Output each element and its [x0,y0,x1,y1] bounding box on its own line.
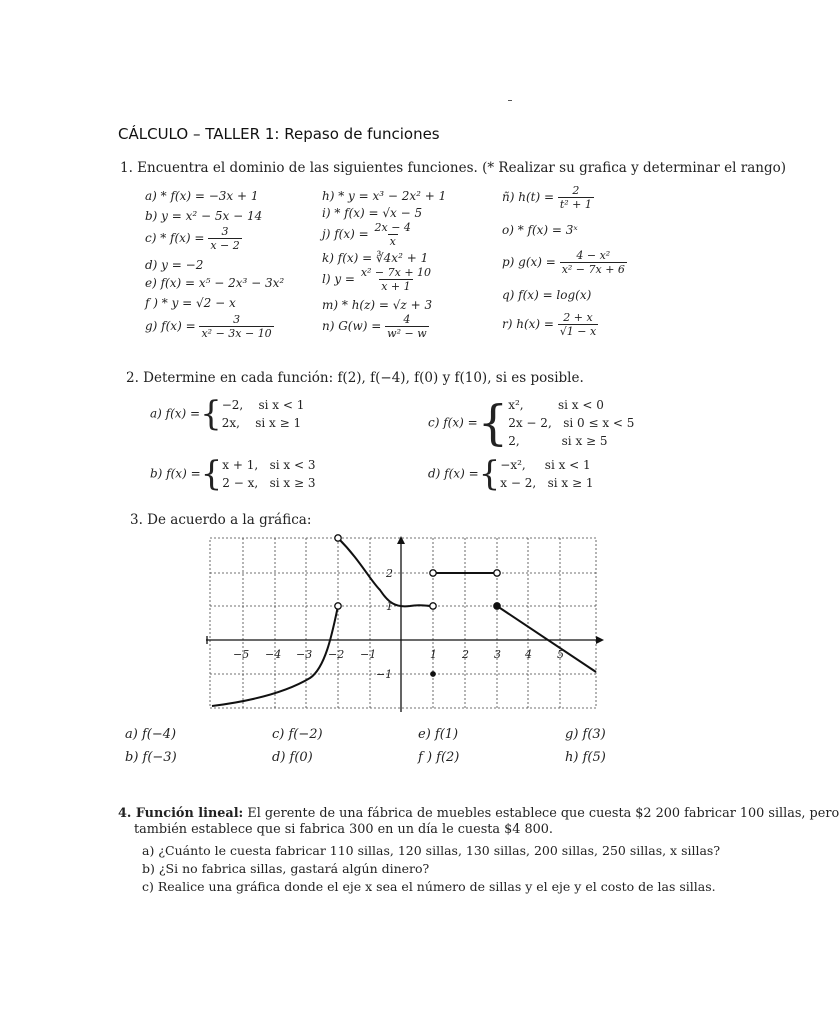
q1-item-n-tilde: ñ) h(t) = $\frac{2}{\text{t² + 1}}$ [502,184,592,211]
graph-tick-labels [233,567,564,681]
q1-item-d: d) y = −2 [145,258,204,272]
q1-item-r: r) h(x) = $\frac{2 + x}{√1 - x}$ [502,311,597,338]
q1-item-l: l) y = $\frac{\text{x² − 7x + 10}}{x + 1}$ [322,266,432,293]
svg-text:−2: −2 [328,648,345,661]
q3-item-b: b) f(−3) [125,750,177,765]
svg-text:1: 1 [430,648,437,661]
q4-item-b: b) ¿Si no fabrica sillas, gastará algún dinero? [142,861,430,876]
q3-item-f: f ) f(2) [418,750,460,765]
svg-text:−3: −3 [296,648,313,661]
q1-item-m: m) * h(z) = √z + 3 [322,298,433,312]
q3-item-a: a) f(−4) [125,727,177,742]
q1-item-j: j) f(x) = $\frac{2x - 4}{x}$ [322,221,411,248]
svg-text:2: 2 [386,567,393,580]
q4-statement-line1: 4. Función lineal: El gerente de una fábrica de muebles establece que cuesta $2 200 fabricar 100 sillas, pero [118,806,839,821]
svg-text:−1: −1 [376,668,393,681]
graph-grid [210,538,596,708]
page-title: CÁLCULO – TALLER 1: Repaso de funciones [118,125,440,143]
q1-item-e: e) f(x) = x⁵ − 2x³ − 3x² [145,276,285,290]
q2-item-a: a) f(x) ={ −2, si x < 1 2x, si x ≥ 1 [150,394,305,434]
q4-item-c: c) Realice una gráfica donde el eje x sea el número de sillas y el eje y el costo de las sillas. [142,879,716,894]
scan-mark [508,100,512,101]
q1-item-h: h) * y = x³ − 2x² + 1 [322,189,447,203]
q2-item-d: d) f(x) ={ −x², si x < 1 x − 2, si x ≥ 1 [428,454,594,494]
q1-item-f: f ) * y = √2 − x [145,296,236,310]
q1-item-i: i) * f(x) = √x − 5 [322,206,423,220]
q1-item-b: b) y = x² − 5x − 14 [145,209,263,223]
q1-statement: 1. Encuentra el dominio de las siguientes funciones. (* Realizar su grafica y determinar el rango) [120,160,786,176]
q4-item-a: a) ¿Cuánto le cuesta fabricar 110 sillas, 120 sillas, 130 sillas, 200 sillas, 250 sillas, x sillas? [142,843,721,858]
svg-text:5: 5 [557,648,564,661]
q2-statement: 2. Determine en cada función: f(2), f(−4), f(0) y f(10), si es posible. [126,370,584,386]
q1-item-a: a) * f(x) = −3x + 1 [145,189,259,203]
svg-text:3: 3 [494,648,501,661]
q1-item-o: o) * f(x) = 3ˣ [502,223,578,237]
graph-axes [206,536,604,712]
q3-item-g: g) f(3) [565,727,606,742]
q3-item-d: d) f(0) [272,750,313,765]
svg-text:−4: −4 [265,648,282,661]
svg-text:2: 2 [462,648,469,661]
q1-item-k: k) f(x) = ∛4x² + 1 [322,251,429,265]
graph-curves [212,538,596,706]
q1-item-q: q) f(x) = log(x) [502,288,592,302]
q3-item-h: h) f(5) [565,750,606,765]
svg-text:1: 1 [386,600,393,613]
q3-item-c: c) f(−2) [272,727,323,742]
q3-statement: 3. De acuerdo a la gráfica: [130,512,312,528]
q4-statement-line2: también establece que si fabrica 300 en un día le cuesta $4 800. [134,822,553,837]
svg-text:−1: −1 [360,648,377,661]
q1-item-p: p) g(x) = $\frac{\text{4 − x²}}{\text{x² − 7x + 6}}$ [502,249,625,276]
q1-item-c: c) * f(x) = $\frac{3}{x - 2}$ [145,225,240,252]
q2-item-b: b) f(x) ={ x + 1, si x < 3 2 − x, si x ≥ 3 [150,454,316,494]
q1-item-g: g) f(x) = $\frac{3}{\text{x² − 3x − 10}}$ [145,313,272,340]
q1-item-n: n) G(w) = $\frac{4}{\text{w² − w}}$ [322,313,427,340]
svg-text:−5: −5 [233,648,250,661]
svg-text:4: 4 [525,648,532,661]
function-graph [200,530,610,720]
q2-item-c: c) f(x) ={ x², si x < 0 2x − 2, si 0 ≤ x < 5 2, si x ≥ 5 [428,395,635,451]
q3-item-e: e) f(1) [418,727,459,742]
